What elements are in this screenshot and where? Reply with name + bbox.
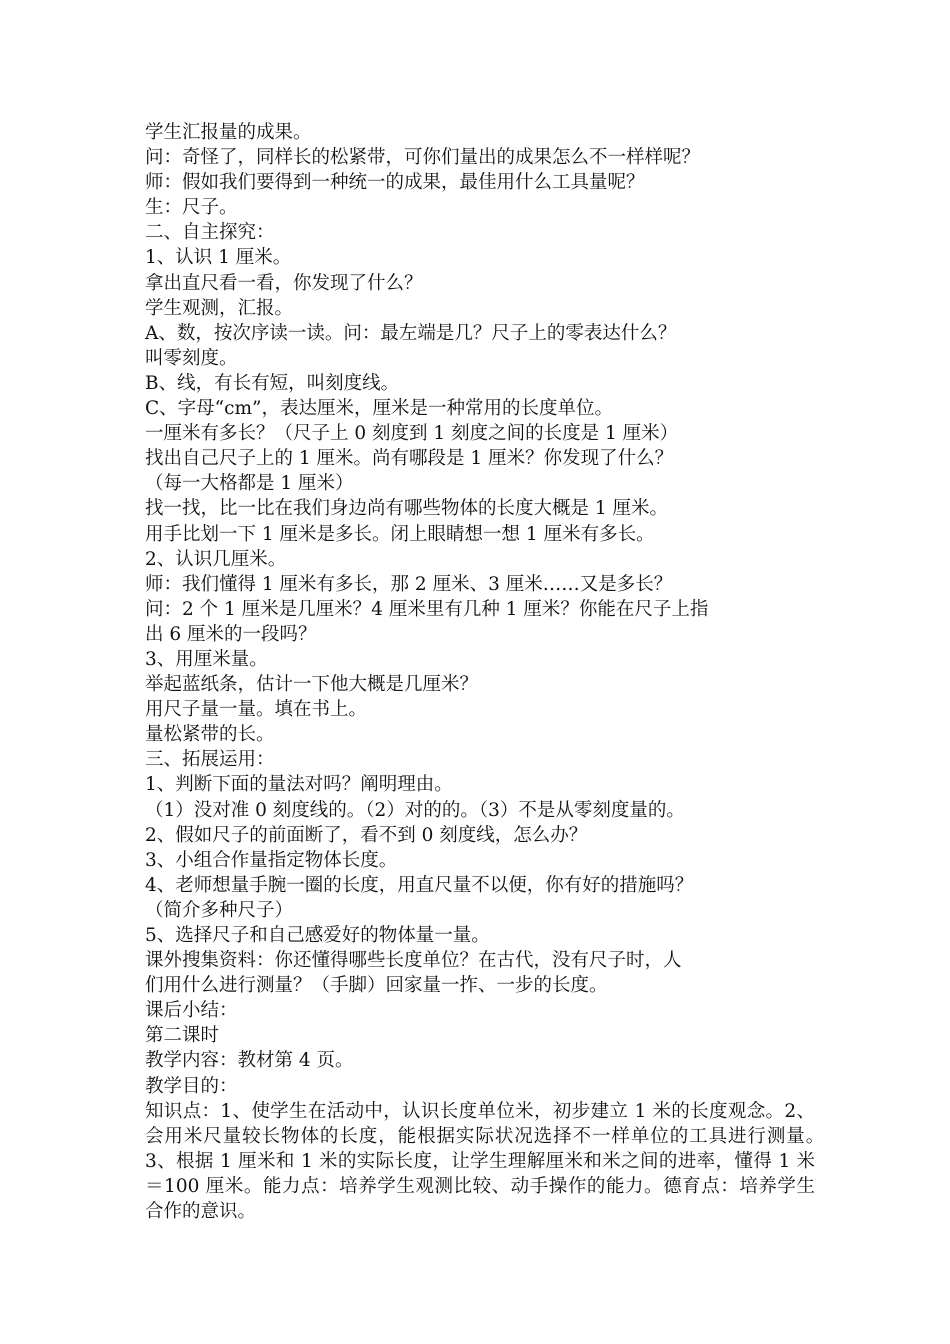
objectives-paragraph: 知识点：1、使学生在活动中，认识长度单位米，初步建立 1 米的长度观念。2、会用米尺量较长物体的长度，能根据实际状况选择不一样单位的工具进行测量。 3、根据 1 厘米和 1 米的实际长度，让学生理解厘米和米之间的进率，懂得 1 米＝100 厘米。能力点：培养学生观测比较、动手操作的能力。德育点：培养学生合作的意识。 bbox=[145, 1100, 834, 1223]
section-heading: 二、自主探究： bbox=[145, 222, 275, 244]
text-line: 学生观测，汇报。 bbox=[145, 297, 294, 319]
subsection-heading: 2、认识几厘米。 bbox=[145, 548, 287, 570]
subsection-heading: 1、认识 1 厘米。 bbox=[145, 247, 292, 269]
text-line: 举起蓝纸条，估计一下他大概是几厘米？ bbox=[145, 674, 479, 696]
text-line: （1）没对准 0 刻度线的。（2）对的的。（3）不是从零刻度量的。 bbox=[145, 799, 685, 821]
text-line: 1、判断下面的量法对吗？阐明理由。 bbox=[145, 774, 453, 796]
text-line: 量松紧带的长。 bbox=[145, 724, 275, 746]
text-line: 用尺子量一量。填在书上。 bbox=[145, 699, 368, 721]
text-line: 用手比划一下 1 厘米是多长。闭上眼睛想一想 1 厘米有多长。 bbox=[145, 523, 655, 545]
text-line: 问：2 个 1 厘米是几厘米？4 厘米里有几种 1 厘米？你能在尺子上指 bbox=[145, 598, 709, 620]
text-line: 5、选择尺子和自己感爱好的物体量一量。 bbox=[145, 925, 490, 946]
text-line: 出 6 厘米的一段吗？ bbox=[145, 623, 317, 645]
text-line: 课外搜集资料：你还懂得哪些长度单位？在古代，没有尺子时，人 bbox=[145, 950, 682, 972]
text-line: 师：假如我们要得到一种统一的成果，最佳用什么工具量呢？ bbox=[145, 172, 645, 194]
text-line: 生：尺子。 bbox=[145, 197, 238, 219]
text-line: 们用什么进行测量？（手脚）回家量一拃、一步的长度。 bbox=[145, 975, 608, 997]
text-line: （简介多种尺子） bbox=[145, 899, 294, 921]
text-line: A、数，按次序读一读。问：最左端是几？尺子上的零表达什么？ bbox=[145, 322, 677, 344]
text-line: 师：我们懂得 1 厘米有多长，那 2 厘米、3 厘米……又是多长？ bbox=[145, 573, 673, 595]
text-line: 叫零刻度。 bbox=[145, 347, 238, 369]
text-line: 课后小结： bbox=[145, 1000, 238, 1022]
text-line: 教学内容：教材第 4 页。 bbox=[145, 1050, 354, 1072]
text-line: 学生汇报量的成果。 bbox=[145, 122, 312, 143]
section-heading: 三、拓展运用： bbox=[145, 749, 275, 771]
text-line: C、字母“cm”，表达厘米，厘米是一种常用的长度单位。 bbox=[145, 398, 613, 420]
text-line: 3、小组合作量指定物体长度。 bbox=[145, 849, 398, 871]
text-line: 一厘米有多长？（尺子上 0 刻度到 1 刻度之间的长度是 1 厘米） bbox=[145, 423, 679, 445]
text-line: 教学目的： bbox=[145, 1075, 238, 1097]
document-body bbox=[145, 120, 834, 1224]
text-line: 找一找，比一比在我们身边尚有哪些物体的长度大概是 1 厘米。 bbox=[145, 498, 669, 520]
lesson-heading: 第二课时 bbox=[145, 1025, 220, 1047]
text-line: 问：奇怪了，同样长的松紧带，可你们量出的成果怎么不一样样呢？ bbox=[145, 147, 701, 169]
text-line: 找出自己尺子上的 1 厘米。尚有哪段是 1 厘米？你发现了什么？ bbox=[145, 448, 674, 470]
subsection-heading: 3、用厘米量。 bbox=[145, 648, 268, 670]
text-line: （每一大格都是 1 厘米） bbox=[145, 473, 354, 495]
text-line: 4、老师想量手腕一圈的长度，用直尺量不以便，你有好的措施吗？ bbox=[145, 874, 694, 896]
text-line: 拿出直尺看一看，你发现了什么？ bbox=[145, 272, 423, 294]
text-line: B、线，有长有短，叫刻度线。 bbox=[145, 372, 400, 394]
text-line: 2、假如尺子的前面断了，看不到 0 刻度线，怎么办？ bbox=[145, 824, 588, 846]
